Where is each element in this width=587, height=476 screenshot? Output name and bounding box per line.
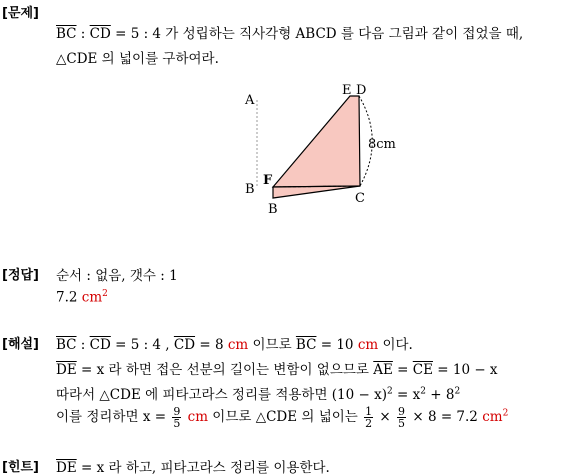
label-b-bottom: B xyxy=(268,202,278,217)
label-d: D xyxy=(356,83,367,98)
problem-line-1: $\overline{BC}$ : $\overline{CD} = 5$ : 4 가 성립하는 직사각형 ABCD 를 다음 그림과 같이 접었을 때, xyxy=(56,26,524,42)
solution-line-1: $\overline{BC}$ : $\overline{CD} = 5$ : 4 , $\overline{CD} = 8$ cm 이므로 $\overline{BC} = 10$ cm 이다. xyxy=(56,337,413,353)
label-e: E xyxy=(342,83,352,98)
folded-rectangle-figure xyxy=(235,80,415,220)
solution-line-3: 따라서 △CDE 에 피타고라스 정리를 적용하면 $(10 - x)^2 = x^2 + 8^2$ xyxy=(56,386,461,403)
segment-bc: $\overline{BC}$ xyxy=(56,26,77,42)
label-f: F xyxy=(263,173,273,188)
triangle-cde xyxy=(273,96,360,187)
label-c: C xyxy=(355,191,365,206)
label-a: A xyxy=(245,93,255,108)
fraction-9-5-b: $\frac{9}{5}$ xyxy=(398,405,406,430)
segment-cd: $\overline{CD}$ xyxy=(89,26,111,42)
answer-tag: [정답] xyxy=(2,268,39,283)
solution-tag: [해설] xyxy=(2,337,39,352)
label-b-left: B xyxy=(245,182,255,197)
hint-tag: [힌트] xyxy=(2,460,39,475)
triangle-fold-bottom xyxy=(273,186,360,198)
label-side-length: 8cm xyxy=(368,137,396,152)
fraction-1-2: $\frac{1}{2}$ xyxy=(365,405,373,430)
answer-line-1: 순서 : 없음, 갯수 : 1 xyxy=(56,268,178,284)
answer-value: 7.2 $cm^2$ xyxy=(56,289,108,306)
problem-line-2: △CDE 의 넓이를 구하여라. xyxy=(56,51,219,67)
solution-line-4: 이를 정리하면 x = $\frac{9}{5}$ cm 이므로 △CDE 의 넓이는 $\frac{1}{2}$ × $\frac{9}{5}$ × 8 = 7.2 $cm^2$ xyxy=(56,405,509,430)
hint-line: $\overline{DE} = x$ 라 하고, 피타고라스 정리를 이용한다. xyxy=(56,460,330,476)
solution-line-2: $\overline{DE} = x$ 라 하면 접은 선분의 길이는 변함이 없으므로 $\overline{AE} = \overline{CE} = 10 - x$ xyxy=(56,362,498,378)
problem-tag: [문제] xyxy=(2,6,39,21)
fraction-9-5: $\frac{9}{5}$ xyxy=(173,405,181,430)
